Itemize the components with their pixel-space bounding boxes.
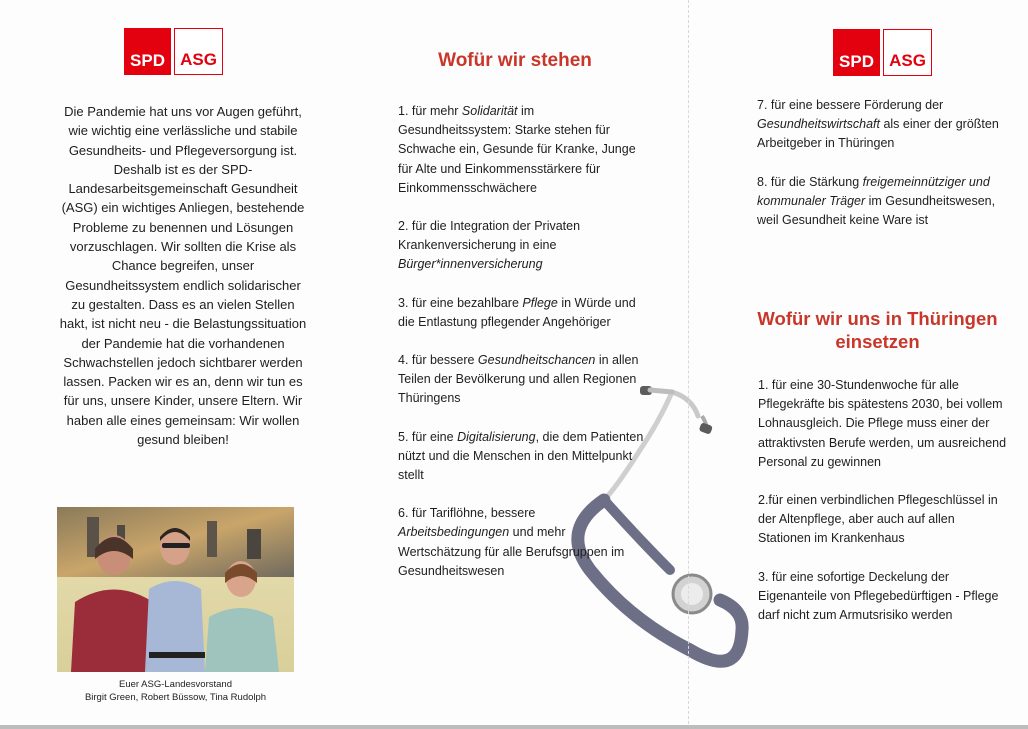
group-photo: [57, 507, 294, 672]
list-item: 2.für einen verbindlichen Pflegeschlüssel in der Altenpflege, aber auch auf allen Stationen im Krankenhaus: [758, 493, 998, 546]
spd-logo: SPD: [124, 28, 171, 75]
section2-heading: Wofür wir uns in Thüringen einsetzen: [757, 308, 998, 352]
photo-caption-line2: Birgit Green, Robert Büssow, Tina Rudolph: [84, 692, 267, 703]
group-photo-image: [57, 507, 294, 672]
list-item: 5. für eine Digitalisierung, die dem Patienten nützt und die Menschen in den Mittelpunkt stellt: [398, 429, 644, 483]
list-item: 7. für eine bessere Förderung der Gesundheitswirtschaft als einer der größten Arbeitgeber in Thüringen: [757, 98, 999, 151]
list-item: 4. für bessere Gesundheitschancen in allen Teilen der Bevölkerung und allen Regionen Thüringens: [398, 353, 639, 406]
list-item: 3. für eine sofortige Deckelung der Eigenanteile von Pflegebedürftigen - Pflege darf nicht zum Armutsrisiko werden: [758, 569, 999, 623]
spd-logo: SPD: [833, 29, 880, 76]
photo-caption: [57, 678, 294, 704]
intro-text: Die Pandemie hat uns vor Augen geführt, wie wichtig eine verlässliche und stabile Gesundheits- und Pflegeversorgung ist. Deshalb ist es der SPD-Landesarbeitsgemeinschaft Gesundheit (ASG) ein wichtiges Anliegen, bestehende Probleme zu benennen und Lösungen vorzuschlagen. Wir sollten die Krise als Chance begreifen, unser Gesundheitssystem endlich solidarischer zu gestalten. Dass es an vielen Stellen hakt, ist nicht neu - die Belastungssituation der Pandemie hat die vorhandenen Schwachstellen jedoch sichtbarer werden lassen. Packen wir es an, denn wir tun es für uns, unsere Kinder, unsere Eltern. Wir haben alle eines gemeinsam: Wir wollen gesund bleiben!: [59, 104, 307, 448]
list-item: 1. für eine 30-Stundenwoche für alle Pflegekräfte bis spätestens 2030, bei vollem Lohnausgleich. Die Pflege muss einer der attraktivsten Berufe werden, um ausreichend Personal zu gewinnen: [758, 378, 1007, 469]
section2-list: [758, 376, 1008, 644]
section1-list-part1: [398, 102, 648, 600]
asg-logo: ASG: [883, 29, 932, 76]
fold-line: [688, 0, 689, 729]
section1-heading: Wofür wir stehen: [438, 50, 592, 71]
asg-logo: ASG: [174, 28, 223, 75]
section1-list-part2: [757, 96, 1007, 249]
photo-caption-line1: Euer ASG-Landesvorstand: [118, 679, 232, 690]
spd-asg-logo-right: [833, 29, 932, 76]
list-item: 2. für die Integration der Privaten Krankenversicherung in eine Bürger*innenversicherung: [398, 219, 581, 272]
list-item: 1. für mehr Solidarität im Gesundheitssystem: Starke stehen für Schwache ein, Gesunde für Kranke, Junge für Alte und Einkommensstärkere für Einkommensschwächere: [398, 104, 636, 195]
list-item: 6. für Tariflöhne, bessere Arbeitsbedingungen und mehr Wertschätzung für alle Berufsgruppen im Gesundheitswesen: [398, 506, 625, 578]
scan-edge: [0, 725, 1028, 729]
list-item: 8. für die Stärkung freigemeinnütziger und kommunaler Träger im Gesundheitswesen, weil Gesundheit keine Ware ist: [757, 174, 996, 228]
spd-asg-logo-left: [124, 28, 223, 75]
list-item: 3. für eine bezahlbare Pflege in Würde und die Entlastung pflegender Angehöriger: [398, 295, 636, 329]
